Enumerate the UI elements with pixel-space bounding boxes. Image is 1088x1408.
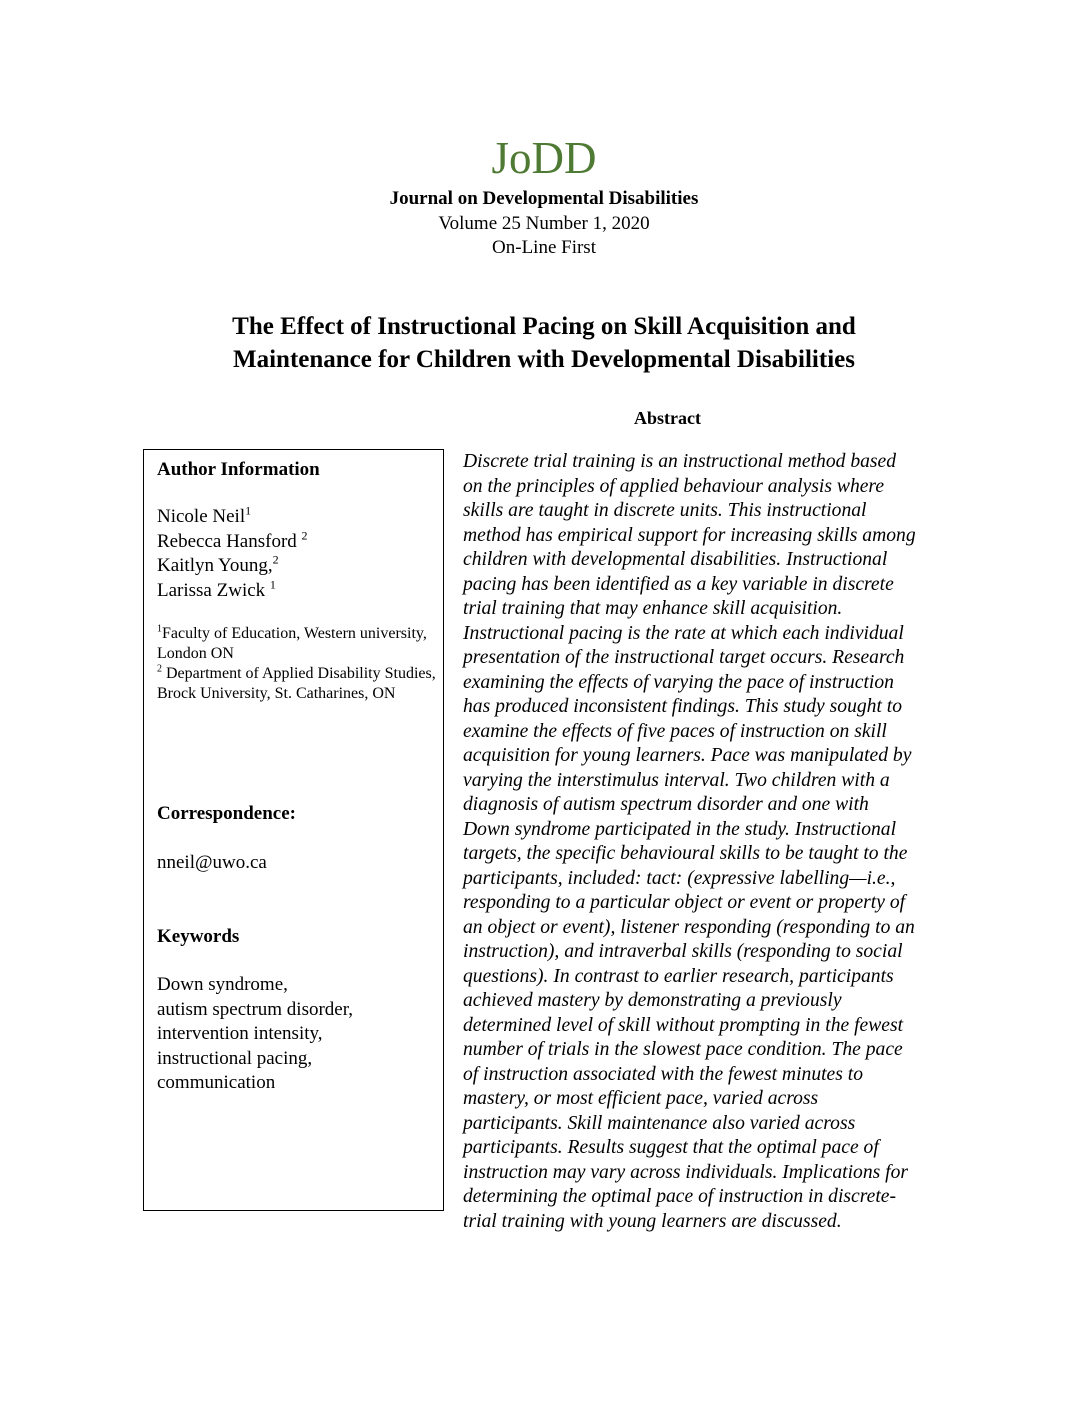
- keyword-item: autism spectrum disorder,: [157, 998, 354, 1020]
- abstract-line: diagnosis of autism spectrum disorder and one with: [463, 794, 869, 815]
- author-affiliation-mark: 2: [301, 528, 308, 543]
- author-information-heading: Author Information: [157, 459, 320, 480]
- abstract-line: participants. Results suggest that the optimal pace of: [463, 1137, 879, 1158]
- abstract-line: Down syndrome participated in the study. Instructional: [463, 818, 897, 840]
- keyword-item: instructional pacing,: [157, 1047, 313, 1069]
- abstract-line: acquisition for young learners. Pace was manipulated by: [463, 745, 912, 766]
- abstract-line: targets, the specific behavioural skills to be taught to the: [463, 843, 908, 864]
- author-entry: [157, 505, 308, 530]
- abstract-line: achieved mastery by demonstrating a previously: [463, 990, 842, 1011]
- abstract-line: determining the optimal pace of instruction in discrete-: [463, 1186, 896, 1207]
- author-affiliation-mark: 2: [272, 552, 279, 567]
- affiliation-text: Department of Applied Disability Studies, Brock University, St. Catharines, ON: [157, 665, 436, 702]
- abstract-line: questions). In contrast to earlier research, participants: [463, 965, 894, 987]
- abstract-line: skills are taught in discrete units. This instructional: [463, 500, 867, 521]
- affiliation-entry: [157, 624, 437, 664]
- abstract-line: Instructional pacing is the rate at which each individual: [463, 622, 904, 644]
- affiliation-list: [157, 624, 437, 704]
- abstract-line: number of trials in the slowest pace condition. The pace: [463, 1039, 903, 1060]
- journal-name: Journal on Developmental Disabilities: [389, 188, 699, 209]
- author-affiliation-mark: 1: [269, 577, 276, 592]
- affiliation-entry: [157, 664, 437, 704]
- abstract-line: mastery, or most efficient pace, varied across: [463, 1088, 819, 1109]
- abstract-line: examining the effects of varying the pace of instruction: [463, 671, 894, 693]
- abstract-line: varying the interstimulus interval. Two children with a: [463, 769, 890, 791]
- author-list: [157, 505, 308, 603]
- abstract-line: presentation of the instructional target occurs. Research: [463, 647, 905, 668]
- abstract-line: an object or event), listener responding (responding to an: [463, 916, 915, 938]
- correspondence-heading: Correspondence:: [157, 803, 296, 824]
- abstract-heading: Abstract: [634, 408, 701, 428]
- author-entry: [157, 579, 308, 604]
- author-entry: [157, 530, 308, 555]
- journal-online-status: On-Line First: [492, 237, 596, 258]
- abstract-line: instruction may vary across individuals. Implications for: [463, 1161, 909, 1183]
- abstract-line: determined level of skill without prompting in the fewest: [463, 1014, 904, 1036]
- author-name: Rebecca Hansford: [157, 530, 302, 552]
- title-line: Maintenance for Children with Developmental Disabilities: [233, 346, 855, 373]
- abstract-line: method has empirical support for increasing skills among: [463, 524, 916, 546]
- article-title: [0, 310, 1088, 376]
- author-information-box: [143, 449, 444, 1211]
- title-line: The Effect of Instructional Pacing on Skill Acquisition and: [232, 313, 856, 340]
- abstract-line: on the principles of applied behaviour analysis where: [463, 475, 885, 497]
- abstract-line: children with developmental disabilities. Instructional: [463, 549, 888, 570]
- abstract-text: [463, 450, 963, 1234]
- author-name: Larissa Zwick: [157, 579, 270, 601]
- abstract-line: instruction), and intraverbal skills (responding to social: [463, 941, 903, 962]
- affiliation-mark: 1: [157, 623, 162, 635]
- abstract-line: trial training with young learners are discussed.: [463, 1210, 842, 1232]
- author-name: Nicole Neil: [157, 506, 246, 527]
- correspondence-email[interactable]: nneil@uwo.ca: [157, 852, 267, 873]
- abstract-line: has produced inconsistent findings. This study sought to: [463, 696, 903, 717]
- abstract-line: Discrete trial training is an instructional method based: [463, 451, 897, 472]
- abstract-line: trial training that may enhance skill acquisition.: [463, 598, 843, 619]
- keyword-item: intervention intensity,: [157, 1023, 323, 1044]
- keyword-item: Down syndrome,: [157, 974, 288, 995]
- keyword-list: [157, 973, 353, 1096]
- abstract-line: participants. Skill maintenance also varied across: [463, 1112, 856, 1134]
- journal-volume: Volume 25 Number 1, 2020: [438, 213, 650, 234]
- affiliation-mark: 2: [157, 663, 162, 675]
- author-entry: [157, 554, 308, 579]
- abstract-line: pacing has been identified as a key variable in discrete: [463, 573, 894, 595]
- journal-logo: JoDD: [491, 133, 597, 183]
- keywords-heading: Keywords: [157, 926, 240, 947]
- keyword-item: communication: [157, 1072, 276, 1093]
- abstract-line: responding to a particular object or event or property of: [463, 892, 906, 913]
- author-affiliation-mark: 1: [245, 503, 252, 518]
- author-name: Kaitlyn Young,: [157, 555, 273, 576]
- abstract-line: of instruction associated with the fewest minutes to: [463, 1063, 864, 1085]
- abstract-line: examine the effects of five paces of instruction on skill: [463, 720, 887, 742]
- affiliation-text: Faculty of Education, Western university, London ON: [157, 625, 427, 662]
- abstract-line: participants, included: tact: (expressive labelling—i.e.,: [463, 867, 896, 889]
